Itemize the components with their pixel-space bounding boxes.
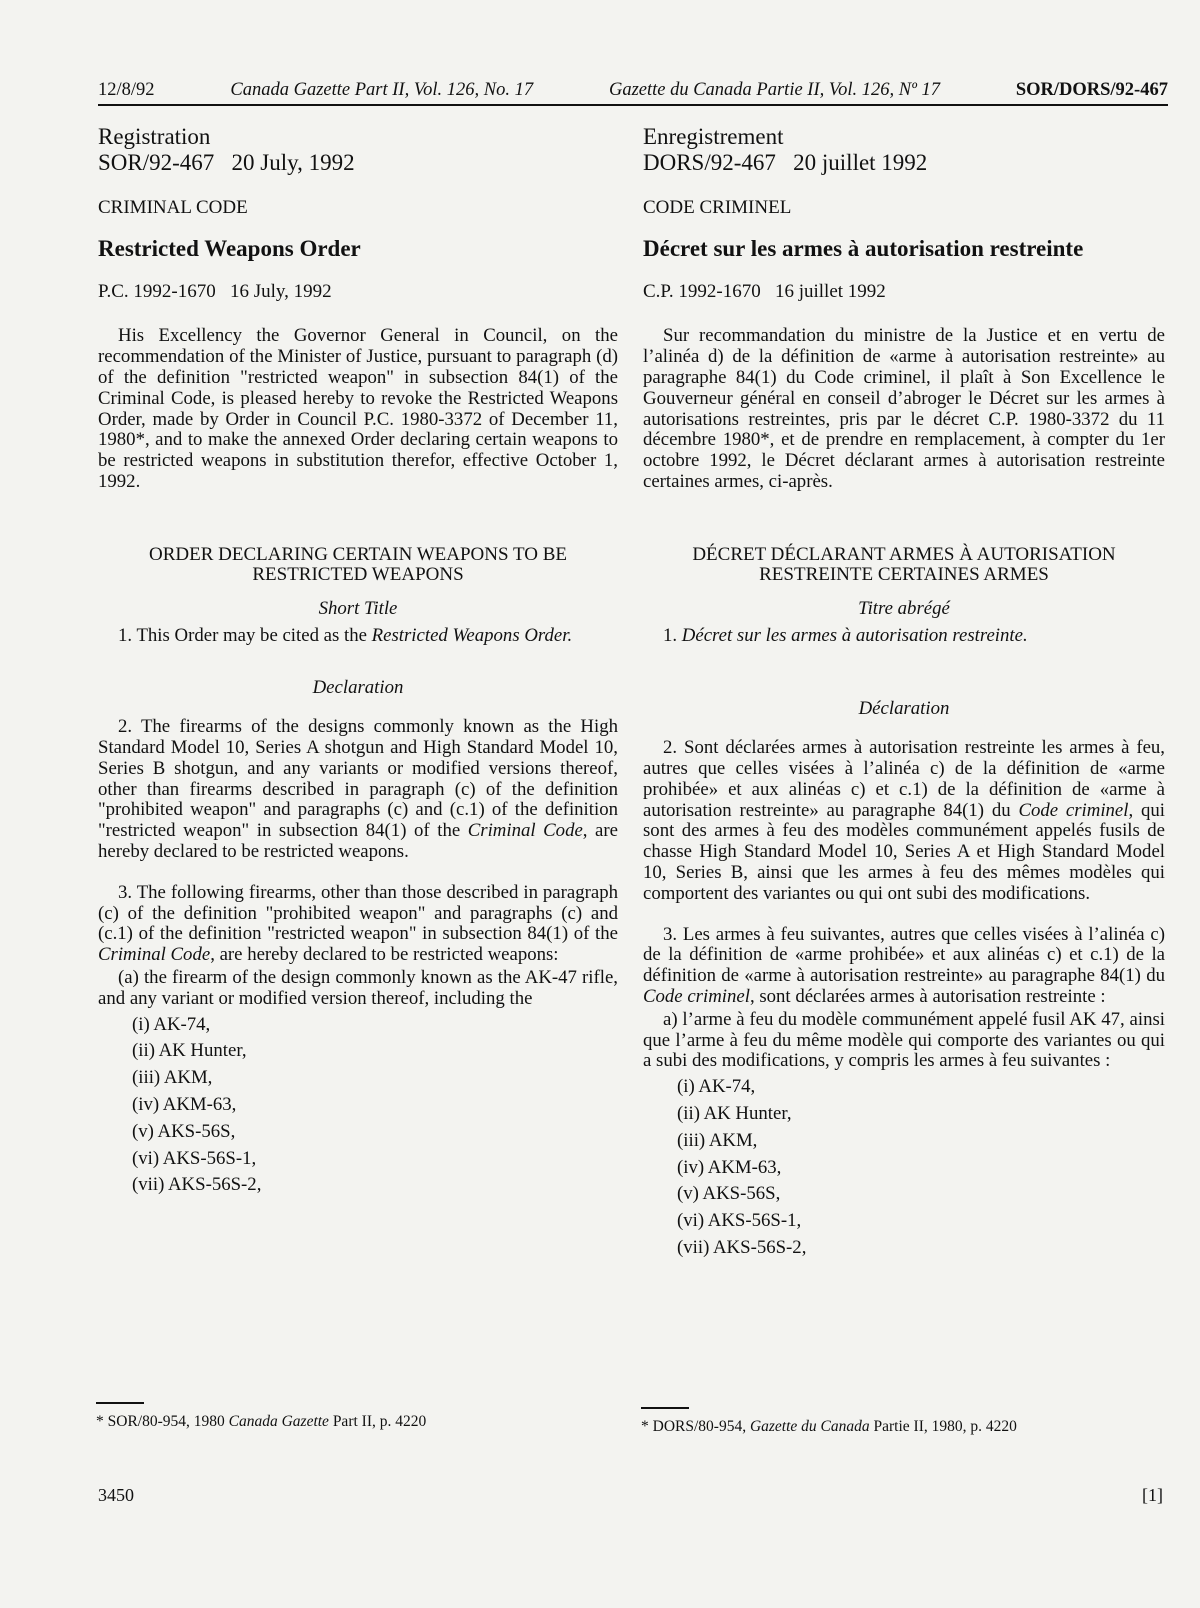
section-1-title-fr: Décret sur les armes à autorisation restreinte. — [681, 624, 1028, 646]
footnote-en-ref: * SOR/80-954, 1980 — [96, 1413, 225, 1430]
footnote-fr-gazette: Gazette du Canada — [749, 1418, 870, 1435]
section-2-end-fr: , qui sont des armes à feu des modèles communément appelés fusils de chasse High Standard Model 10, Series A et High Standard Model 10, Series B, ainsi que les armes à feu des mêmes modèles qui comportent des variantes ou qui ont subi des modifications. — [643, 799, 1166, 904]
section-3-a-en — [98, 968, 618, 1010]
section-3-text-en: 3. The following firearms, other than those described in paragraph (c) of the definition "prohibited weapon" and paragraphs (c) and (c.1) of the definition "restricted weapon" in subsection 84(1) of the — [98, 881, 618, 945]
short-title-heading-fr: Titre abrégé — [858, 597, 950, 619]
order-title-en: Restricted Weapons Order — [98, 235, 361, 261]
header-gazette-fr: Gazette du Canada Partie II, Vol. 126, Nº 17 — [608, 80, 940, 100]
list-item: (ii) AK Hunter, — [677, 1102, 792, 1124]
page-number: 3450 — [98, 1485, 134, 1505]
header-registration-number: SOR/DORS/92-467 — [1015, 80, 1168, 100]
page-number-bracket: [1] — [1142, 1485, 1163, 1505]
footnote-en — [96, 1413, 426, 1431]
list-item: (i) AK-74, — [132, 1013, 211, 1035]
section-3-a-text-en: the firearm of the design commonly known as the AK-47 rifle, and any variant or modified version thereof, including the — [98, 966, 618, 1009]
footnote-fr — [641, 1418, 1017, 1436]
list-item: (vi) AKS-56S-1, — [677, 1210, 802, 1232]
list-item: (v) AKS-56S, — [677, 1183, 781, 1205]
list-item: (iii) AKM, — [677, 1129, 758, 1151]
list-item: (i) AK-74, — [677, 1076, 756, 1098]
firearm-list-en — [132, 1012, 618, 1200]
running-header — [98, 80, 1168, 106]
list-item: (v) AKS-56S, — [132, 1120, 236, 1142]
footnote-fr-ref: * DORS/80-954, — [641, 1418, 747, 1435]
list-item: (vii) AKS-56S-2, — [677, 1236, 807, 1258]
list-item: (ii) AK Hunter, — [132, 1040, 247, 1062]
section-3-en — [98, 883, 618, 966]
preamble-fr: Sur recommandation du ministre de la Justice et en vertu de l’alinéa d) de la définition de «arme à autorisation restreinte» au paragraphe 84(1) du Code criminel, il plaît à Son Excellence le Gouverneur général en conseil d’abroger le Décret sur les armes à autorisations restreintes, pris par le décret C.P. 1980-3372 du 11 décembre 1980*, et de prendre en remplacement, à compter du 1er octobre 1992, le Décret déclarant armes à autorisation restreinte certaines armes, ci-après. — [643, 325, 1165, 492]
registration-line-fr: DORS/92-467 20 juillet 1992 — [643, 150, 928, 175]
list-item: (vi) AKS-56S-1, — [132, 1147, 257, 1169]
section-3-fr — [643, 925, 1165, 1008]
footnote-fr-page: Partie II, 1980, p. 4220 — [873, 1418, 1017, 1435]
header-gazette-en: Canada Gazette Part II, Vol. 126, No. 17 — [230, 80, 534, 100]
header-date: 12/8/92 — [98, 80, 155, 100]
pc-line-fr: C.P. 1992-1670 16 juillet 1992 — [643, 280, 886, 302]
section-3-a-fr: a) l’arme à feu du modèle communément appelé fusil AK 47, ainsi que l’arme à feu du même modèle qui comporte des variantes ou qui a subi des modifications, y compris les armes à feu suivantes : — [643, 1008, 1165, 1072]
footnote-rule-en — [96, 1402, 144, 1404]
section-2-text-fr: 2. Sont déclarées armes à autorisation restreinte les armes à feu, autres que celles visées à l’alinéa c) de la définition de «arme prohibée» et aux alinéas c) et c.1) de la définition de «arme à autorisation restreinte» au paragraphe 84(1) du — [643, 737, 1165, 821]
registration-label-en: Registration — [98, 124, 211, 149]
section-2-fr — [643, 738, 1165, 904]
order-title-fr: Décret sur les armes à autorisation restreinte — [643, 235, 1084, 261]
act-name-en: CRIMINAL CODE — [98, 197, 248, 218]
registration-line-en: SOR/92-467 20 July, 1992 — [98, 150, 355, 175]
section-1-title-en: Restricted Weapons Order. — [371, 624, 573, 646]
section-1-number-fr: 1. — [663, 624, 678, 646]
firearm-list-fr — [677, 1074, 1165, 1262]
english-column — [98, 124, 618, 1199]
declaration-heading-fr: Déclaration — [858, 698, 950, 720]
section-2-act-en: Criminal Code — [467, 820, 583, 842]
list-item: (iii) AKM, — [132, 1067, 213, 1089]
section-3-act-fr: Code criminel — [643, 985, 750, 1007]
section-3-end-en: , are hereby declared to be restricted weapons: — [210, 944, 559, 966]
footnote-en-page: Part II, p. 4220 — [332, 1413, 427, 1430]
order-heading-en: ORDER DECLARING CERTAIN WEAPONS TO BE RESTRICTED WEAPONS — [149, 543, 567, 585]
registration-label-fr: Enregistrement — [643, 124, 784, 149]
act-name-fr: CODE CRIMINEL — [643, 197, 792, 218]
section-3-end-fr: , sont déclarées armes à autorisation restreinte : — [749, 985, 1106, 1007]
french-column — [643, 124, 1165, 1262]
section-2-end-en: , are hereby declared to be restricted weapons. — [98, 820, 618, 862]
list-item: (vii) AKS-56S-2, — [132, 1174, 262, 1196]
list-item: (iv) AKM-63, — [132, 1093, 237, 1115]
order-heading-fr: DÉCRET DÉCLARANT ARMES À AUTORISATION RESTREINTE CERTAINES ARMES — [692, 543, 1116, 585]
section-2-act-fr: Code criminel — [1018, 799, 1129, 821]
section-1-en — [98, 626, 618, 647]
preamble-en: His Excellency the Governor General in Council, on the recommendation of the Minister of Justice, pursuant to paragraph (d) of the definition "restricted weapon" in subsection 84(1) of the Criminal Code, is pleased hereby to revoke the Restricted Weapons Order, made by Order in Council P.C. 1980-3372 of December 11, 1980*, and to make the annexed Order declaring certain weapons to be restricted weapons in substitution therefor, effective October 1, 1992. — [98, 325, 618, 492]
section-3-a-label-en: (a) — [118, 966, 139, 988]
section-3-text-fr: 3. Les armes à feu suivantes, autres que celles visées à l’alinéa c) de la définition de «arme prohibée» et aux alinéas c) et c.1) de la définition de «arme à autorisation restreinte» au paragraphe 84(1) du — [643, 923, 1165, 987]
pc-line-en: P.C. 1992-1670 16 July, 1992 — [98, 280, 332, 302]
section-2-en — [98, 717, 618, 863]
list-item: (iv) AKM-63, — [677, 1156, 782, 1178]
section-1-fr — [643, 626, 1165, 647]
footnote-en-gazette: Canada Gazette — [228, 1413, 329, 1430]
declaration-heading-en: Declaration — [312, 677, 404, 699]
section-1-text-en: 1. This Order may be cited as the — [118, 624, 367, 646]
short-title-heading-en: Short Title — [318, 597, 398, 619]
footnote-rule-fr — [641, 1407, 689, 1409]
section-2-text-en: 2. The firearms of the designs commonly known as the High Standard Model 10, Series A shotgun and High Standard Model 10, Series B shotgun, and any variants or modified versions thereof, other than firearms described in paragraph (c) of the definition "prohibited weapon" and paragraphs (c) and (c.1) of the definition "restricted weapon" in subsection 84(1) of the — [98, 716, 618, 842]
section-3-act-en: Criminal Code — [98, 944, 211, 966]
